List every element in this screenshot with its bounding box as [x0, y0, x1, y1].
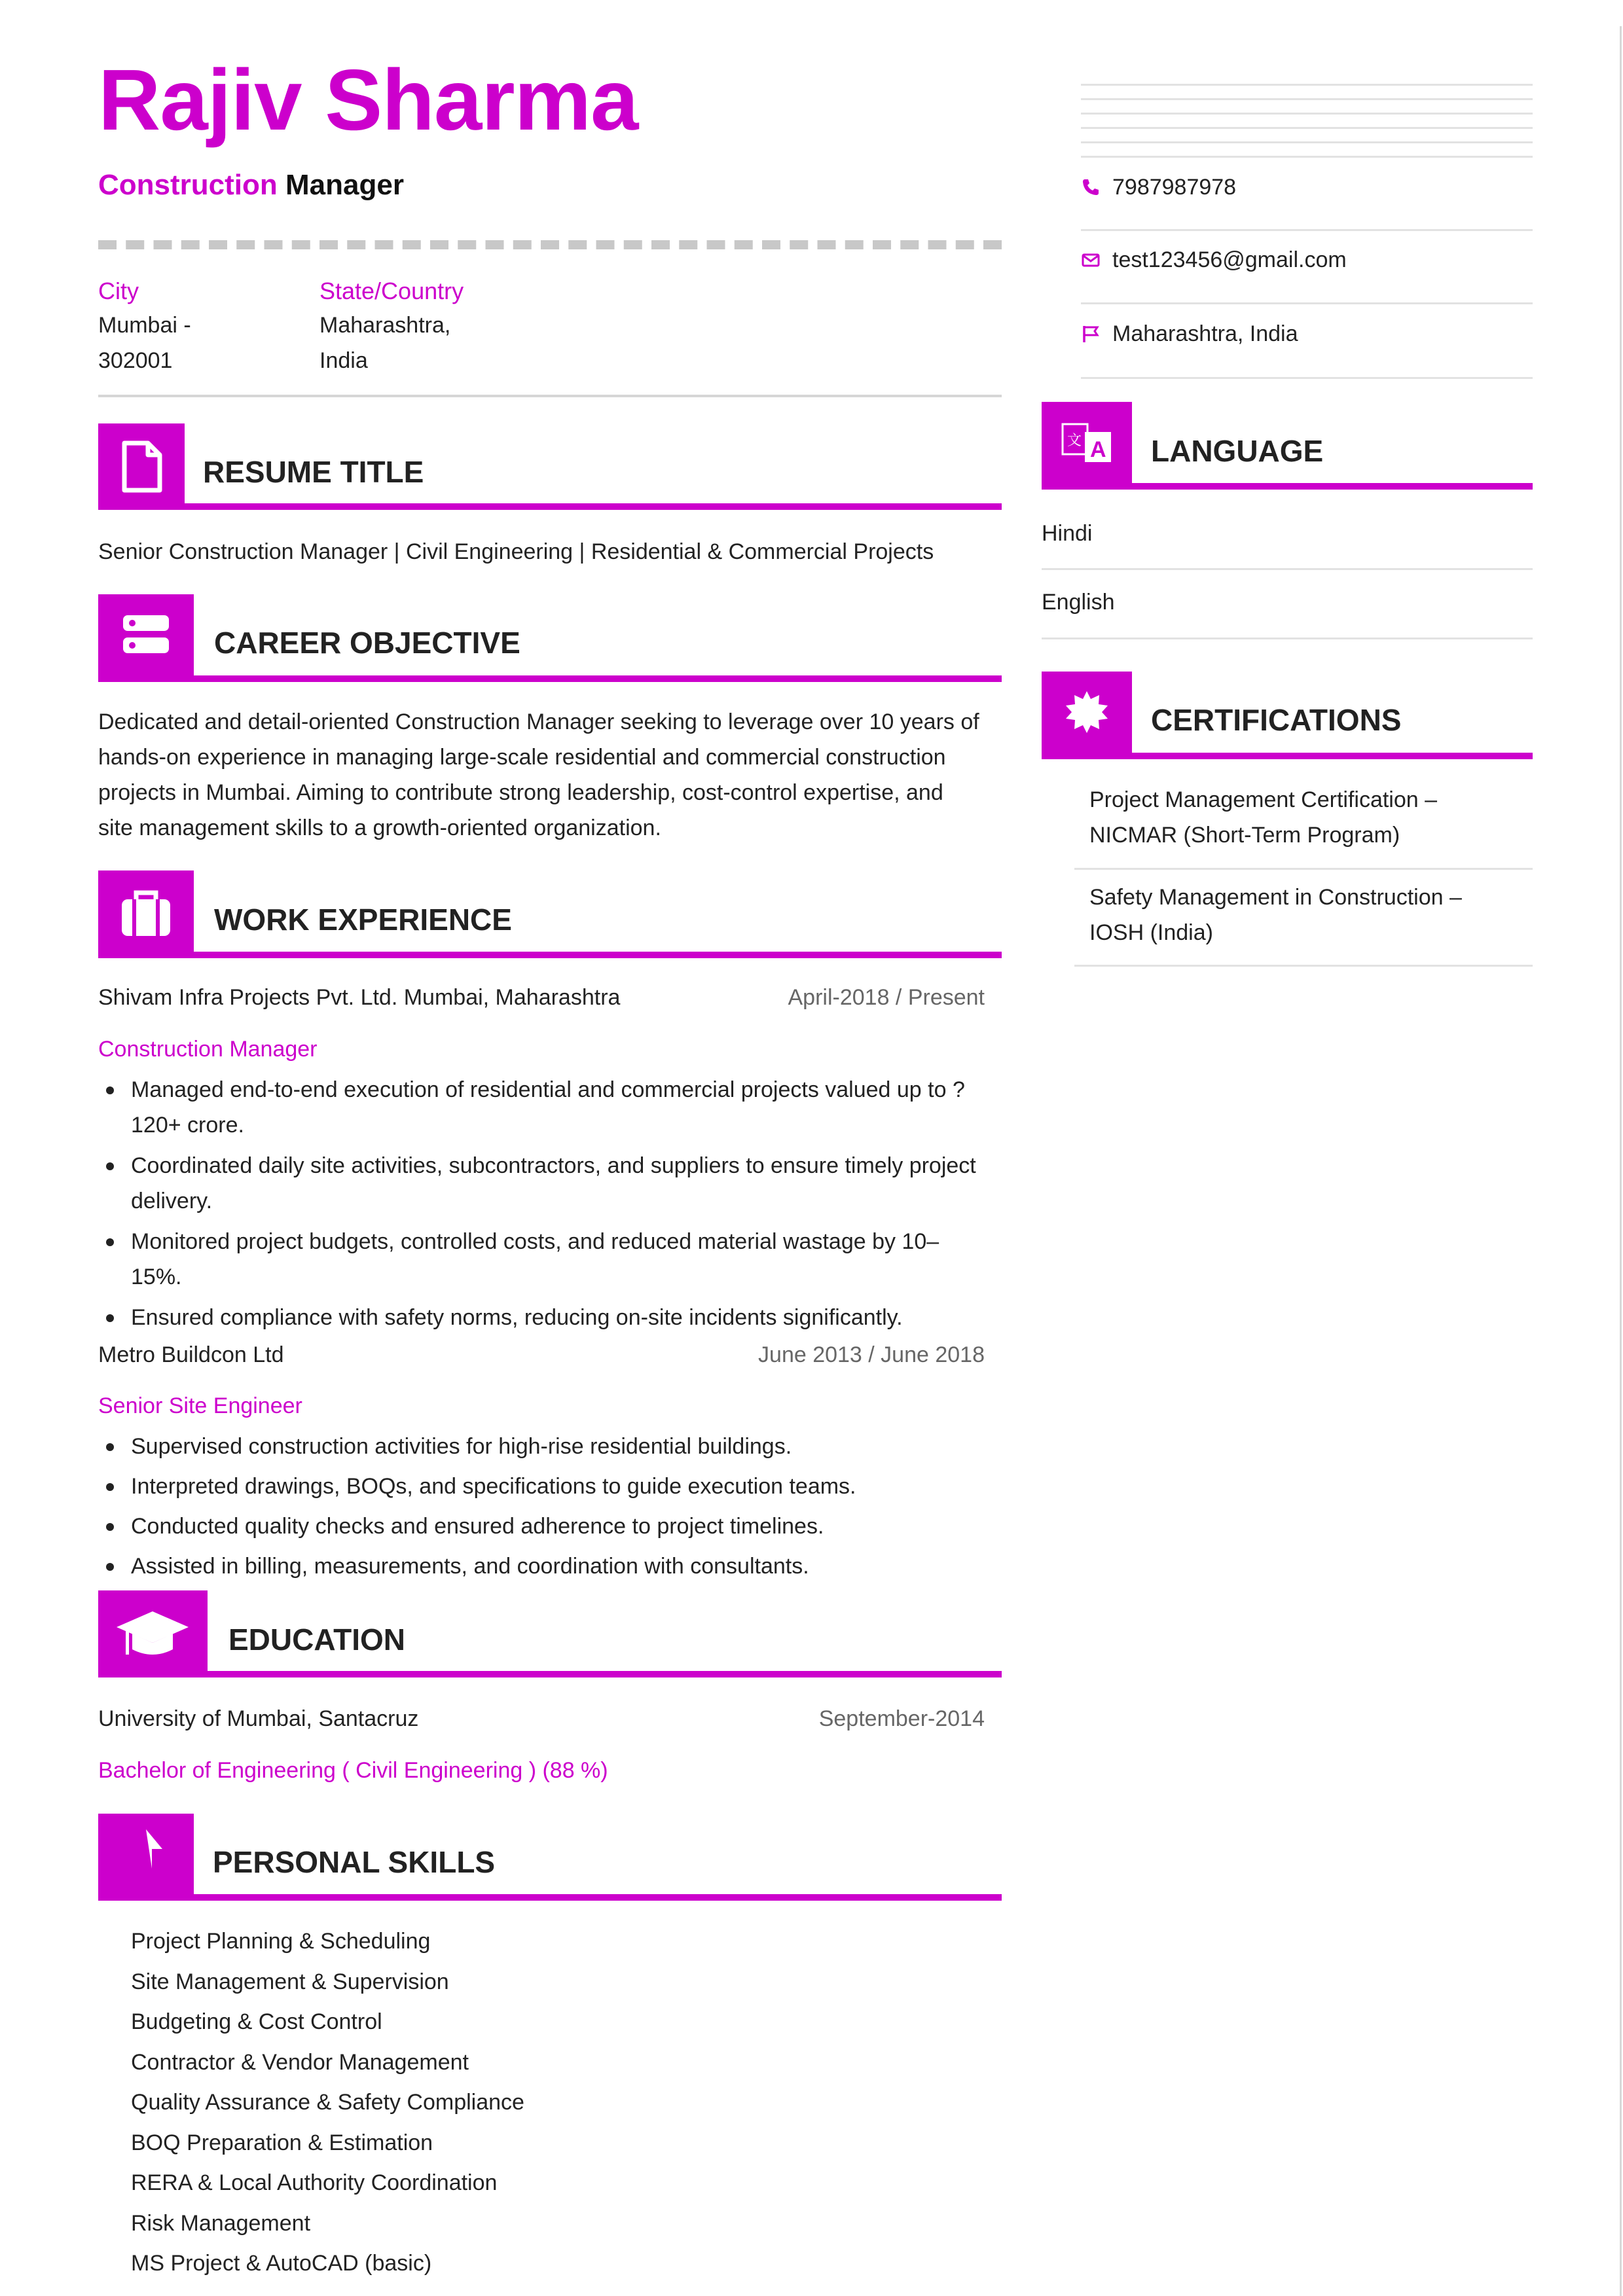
envelope-icon: [1081, 250, 1101, 270]
language-heading: LANGUAGE: [1151, 434, 1324, 468]
job-1-bullets: [98, 1072, 1002, 1340]
city-value-line1: Mumbai -: [98, 313, 191, 338]
right-top-line: [1081, 84, 1533, 86]
flag-icon: [1081, 324, 1101, 344]
address-value: Maharashtra, India: [1112, 321, 1298, 346]
document-icon: [98, 423, 185, 510]
contact-divider: [1081, 302, 1533, 304]
language-item: English: [1042, 590, 1115, 615]
language-divider: [1042, 637, 1533, 639]
career-objective-heading: CAREER OBJECTIVE: [214, 626, 520, 660]
language-underline: [1042, 483, 1533, 490]
right-top-line: [1081, 127, 1533, 129]
list-item: BOQ Preparation & Estimation: [131, 2130, 433, 2155]
right-top-line: [1081, 113, 1533, 115]
right-top-line: [1081, 141, 1533, 143]
resume-title-text: Senior Construction Manager | Civil Engineering | Residential & Commercial Projects: [98, 539, 934, 564]
city-label: City: [98, 278, 139, 304]
headline-word-1: Construction: [98, 169, 278, 201]
state-value-line1: Maharashtra,: [319, 313, 451, 338]
job-1-role: Construction Manager: [98, 1037, 318, 1062]
list-item: Risk Management: [131, 2210, 311, 2236]
career-objective-text: [98, 704, 1015, 846]
certifications-heading: CERTIFICATIONS: [1151, 703, 1402, 737]
list-item: Project Planning & Scheduling: [131, 1929, 431, 1954]
svg-text:文: 文: [1067, 433, 1082, 449]
resume-title-underline: [98, 503, 1002, 510]
job-2-role: Senior Site Engineer: [98, 1393, 302, 1418]
objective-line: site management skills to a growth-oriented organization.: [98, 816, 661, 840]
email-value: test123456@gmail.com: [1112, 247, 1347, 272]
work-experience-heading: WORK EXPERIENCE: [214, 903, 512, 937]
list-item: Site Management & Supervision: [131, 1969, 449, 1994]
job-1-company: Shivam Infra Projects Pvt. Ltd. Mumbai, Maharashtra: [98, 985, 621, 1010]
objective-line: Dedicated and detail-oriented Construction Manager seeking to leverage over 10 years of: [98, 709, 979, 734]
certification-item: Project Management Certification – NICMAR (Short-Term Program): [1089, 787, 1438, 848]
certification-divider: [1074, 868, 1533, 870]
header-divider: [98, 240, 1002, 249]
list-item: Contractor & Vendor Management: [131, 2049, 469, 2075]
graduation-cap-icon: [98, 1590, 208, 1677]
skills-list: [131, 1922, 524, 2284]
contact-divider: [1081, 377, 1533, 379]
resume-title-heading: RESUME TITLE: [203, 455, 424, 489]
list-item: Interpreted drawings, BOQs, and specifications to guide execution teams.: [98, 1469, 1002, 1504]
right-top-line: [1081, 156, 1533, 158]
education-underline: [98, 1671, 1002, 1677]
list-item: Budgeting & Cost Control: [131, 2009, 382, 2034]
objective-icon: [98, 594, 194, 681]
personal-skills-heading: PERSONAL SKILLS: [213, 1845, 496, 1879]
phone-icon: [1081, 177, 1101, 197]
contact-email: [1081, 244, 1347, 276]
arrow-up-icon: [98, 1814, 194, 1900]
education-school: University of Mumbai, Santacruz: [98, 1706, 419, 1731]
headline-word-2: Manager: [285, 169, 404, 201]
job-2-bullets: [98, 1429, 1002, 1588]
job-2-dates: June 2013 / June 2018: [758, 1342, 985, 1367]
state-value-line2: India: [319, 348, 368, 373]
list-item: Managed end-to-end execution of residential and commercial projects valued up to ? 120+ crore.: [98, 1072, 1002, 1143]
headline: [98, 169, 404, 202]
badge-icon: [1042, 672, 1132, 758]
state-label: State/Country: [319, 278, 464, 304]
work-experience-icon-box: [98, 870, 194, 957]
certification-item: Safety Management in Construction – IOSH (India): [1089, 885, 1462, 945]
location-divider: [98, 395, 1002, 397]
candidate-name: Rajiv Sharma: [98, 52, 638, 148]
list-item: Conducted quality checks and ensured adherence to project timelines.: [98, 1509, 1002, 1544]
city-value-line2: 302001: [98, 348, 173, 373]
list-item: RERA & Local Authority Coordination: [131, 2170, 498, 2195]
resume-title-icon-box: [98, 423, 185, 510]
list-item: Coordinated daily site activities, subcontractors, and suppliers to ensure timely project delivery.: [98, 1148, 1002, 1219]
contact-divider: [1081, 229, 1533, 231]
education-icon-box: [98, 1590, 208, 1677]
language-item: Hindi: [1042, 521, 1093, 546]
job-2-company: Metro Buildcon Ltd: [98, 1342, 284, 1367]
list-item: Quality Assurance & Safety Compliance: [131, 2090, 524, 2115]
certifications-underline: [1042, 753, 1533, 759]
work-experience-underline: [98, 952, 1002, 958]
right-top-line: [1081, 98, 1533, 100]
translate-icon: [1042, 402, 1132, 488]
certifications-icon-box: [1042, 672, 1132, 758]
list-item: Supervised construction activities for high-rise residential buildings.: [98, 1429, 1002, 1464]
list-item: Assisted in billing, measurements, and coordination with consultants.: [98, 1549, 1002, 1584]
career-objective-underline: [98, 675, 1002, 682]
svg-text:A: A: [1090, 437, 1106, 462]
career-objective-icon-box: [98, 594, 194, 681]
objective-line: hands-on experience in managing large-scale residential and commercial construction: [98, 745, 946, 770]
certification-divider: [1074, 965, 1533, 967]
briefcase-icon: [98, 870, 194, 957]
education-degree: Bachelor of Engineering ( Civil Engineering ) (88 %): [98, 1758, 608, 1783]
list-item: Ensured compliance with safety norms, reducing on-site incidents significantly.: [98, 1300, 1002, 1335]
job-1-dates: April-2018 / Present: [788, 985, 985, 1010]
list-item: MS Project & AutoCAD (basic): [131, 2251, 432, 2276]
personal-skills-underline: [98, 1894, 1002, 1901]
objective-line: projects in Mumbai. Aiming to contribute strong leadership, cost-control expertise, and: [98, 780, 943, 805]
education-heading: EDUCATION: [228, 1623, 406, 1657]
language-icon-box: [1042, 402, 1132, 488]
page-edge-line: [1620, 26, 1622, 2296]
language-divider: [1042, 568, 1533, 570]
education-date: September-2014: [818, 1706, 985, 1731]
phone-value: 7987987978: [1112, 174, 1237, 200]
personal-skills-icon-box: [98, 1814, 194, 1900]
contact-phone: [1081, 171, 1236, 203]
contact-address: [1081, 318, 1298, 350]
list-item: Monitored project budgets, controlled costs, and reduced material wastage by 10– 15%.: [98, 1224, 1002, 1295]
